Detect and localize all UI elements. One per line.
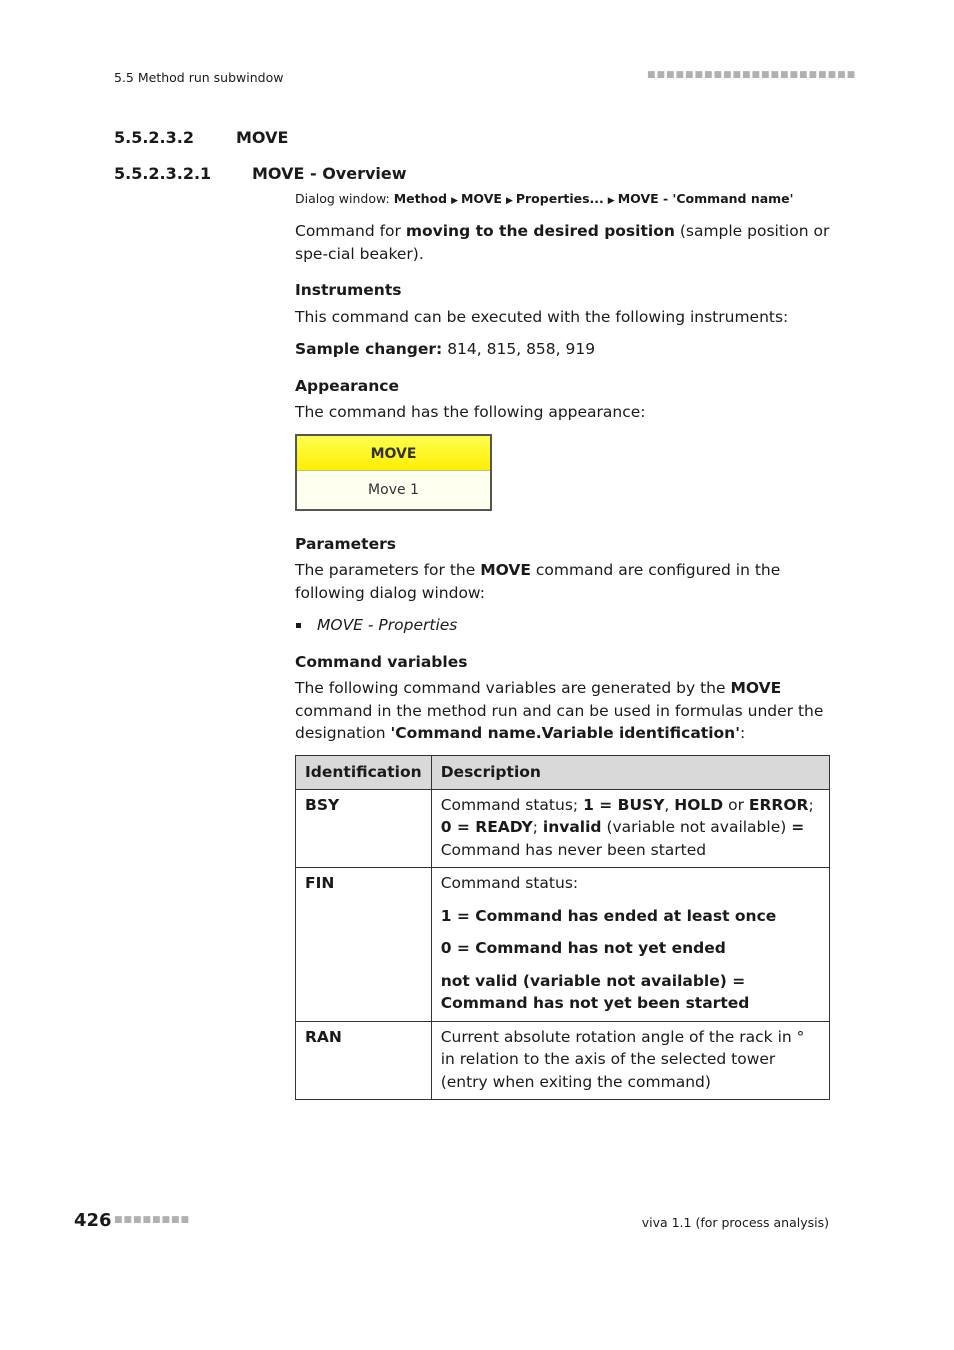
variable-description-ran: Current absolute rotation angle of the rack in ° in relation to the axis of the selected tower (entry when exiting the command) <box>431 1021 829 1100</box>
list-item <box>295 614 830 637</box>
parameters-text-pre: The parameters for the <box>295 561 481 579</box>
subsection-title: MOVE - Overview <box>252 164 407 183</box>
column-header-identification: Identification <box>296 755 432 789</box>
bullet-square-icon <box>296 623 301 628</box>
fin-line-ended: 1 = Command has ended at least once <box>440 906 777 925</box>
cv-text-end: : <box>739 724 746 742</box>
intro-text-end: (sample position or spe-cial beaker). <box>295 222 830 263</box>
section-heading <box>114 128 288 147</box>
parameters-bullet-text: MOVE - Properties <box>317 616 458 634</box>
parameters-heading: Parameters <box>295 534 396 553</box>
breadcrumb-prefix: Dialog window: <box>295 191 390 206</box>
desc-text: ; <box>808 795 814 814</box>
footer-dots: ■■■■■■■■ <box>114 1215 191 1225</box>
appearance-text: The command has the following appearance: <box>295 403 646 421</box>
intro-bold: moving to the desired position <box>405 222 675 240</box>
main-content <box>295 190 830 1100</box>
breadcrumb-separator-icon: ▶ <box>451 196 458 206</box>
variable-id-bsy: BSY <box>296 789 432 868</box>
breadcrumb-item-command-name: MOVE - 'Command name' <box>617 191 794 206</box>
variable-description-fin <box>431 868 829 1022</box>
column-header-description: Description <box>431 755 829 789</box>
command-appearance-box <box>295 434 492 511</box>
table-header-row <box>296 755 830 789</box>
fin-line-not-ended: 0 = Command has not yet ended <box>440 939 726 957</box>
desc-text: , <box>664 795 675 814</box>
table-row <box>296 868 830 1022</box>
appearance-heading: Appearance <box>295 376 399 395</box>
subsection-number: 5.5.2.3.2.1 <box>114 164 212 183</box>
parameters-text-bold: MOVE <box>480 561 531 579</box>
desc-text: (variable not available) <box>601 818 792 836</box>
intro-paragraph <box>295 220 830 265</box>
desc-text: or <box>723 795 749 814</box>
instruments-models: 814, 815, 858, 919 <box>442 340 596 358</box>
running-header-section: 5.5 Method run subwindow <box>114 70 284 85</box>
footer-product: viva 1.1 (for process analysis) <box>641 1215 829 1230</box>
command-box-title: MOVE <box>297 436 490 471</box>
cv-text-pre: The following command variables are generated by the <box>295 679 731 697</box>
breadcrumb-separator-icon: ▶ <box>607 196 615 206</box>
intro-text: Command for <box>295 222 406 240</box>
desc-bold: 0 = READY <box>440 818 533 836</box>
desc-text: ; <box>532 818 543 836</box>
subsection-heading <box>114 164 407 183</box>
instruments-list <box>295 338 830 361</box>
command-variables-table <box>295 755 830 1101</box>
table-row <box>296 1021 830 1100</box>
desc-bold: HOLD <box>674 795 724 814</box>
variable-id-ran: RAN <box>296 1021 432 1100</box>
instruments-label: Sample changer: <box>295 340 443 358</box>
desc-bold: 1 = BUSY <box>583 795 665 814</box>
breadcrumb-separator-icon: ▶ <box>505 196 513 206</box>
command-box-name: Move 1 <box>297 471 490 509</box>
fin-line-status: Command status: <box>440 874 579 892</box>
breadcrumb <box>295 190 830 210</box>
breadcrumb-item-move: MOVE <box>460 191 502 206</box>
variable-description-bsy <box>431 789 829 868</box>
cv-text-mid: command in the method run and can be used in formulas under the designation <box>295 701 824 742</box>
running-header-dots: ■■■■■■■■■■■■■■■■■■■■■■ <box>647 70 857 80</box>
breadcrumb-item-method: Method <box>393 191 448 206</box>
command-variables-text <box>295 677 830 745</box>
cv-text-bold: MOVE <box>730 679 782 697</box>
cv-text-bold2: 'Command name.Variable identification' <box>390 724 740 742</box>
desc-bold: ERROR <box>748 795 809 814</box>
page-number: 426 <box>74 1210 112 1231</box>
parameters-text <box>295 559 830 604</box>
fin-line-not-valid: not valid (variable not available) = Command has not yet been started <box>440 971 750 1012</box>
section-title: MOVE <box>236 128 289 147</box>
table-row <box>296 789 830 868</box>
variable-id-fin: FIN <box>296 868 432 1022</box>
command-variables-heading: Command variables <box>295 652 468 671</box>
breadcrumb-item-properties: Properties... <box>515 191 604 206</box>
instruments-heading: Instruments <box>295 281 402 299</box>
parameters-text-post: command are configured in the following dialog window: <box>295 561 781 602</box>
parameters-list <box>295 614 830 637</box>
section-number: 5.5.2.3.2 <box>114 128 194 147</box>
desc-bold: invalid <box>542 818 602 836</box>
instruments-text: This command can be executed with the following instruments: <box>295 307 789 326</box>
desc-bold: = <box>791 818 805 836</box>
desc-text: Command status; <box>440 795 584 814</box>
desc-text: Command has never been started <box>440 840 707 859</box>
